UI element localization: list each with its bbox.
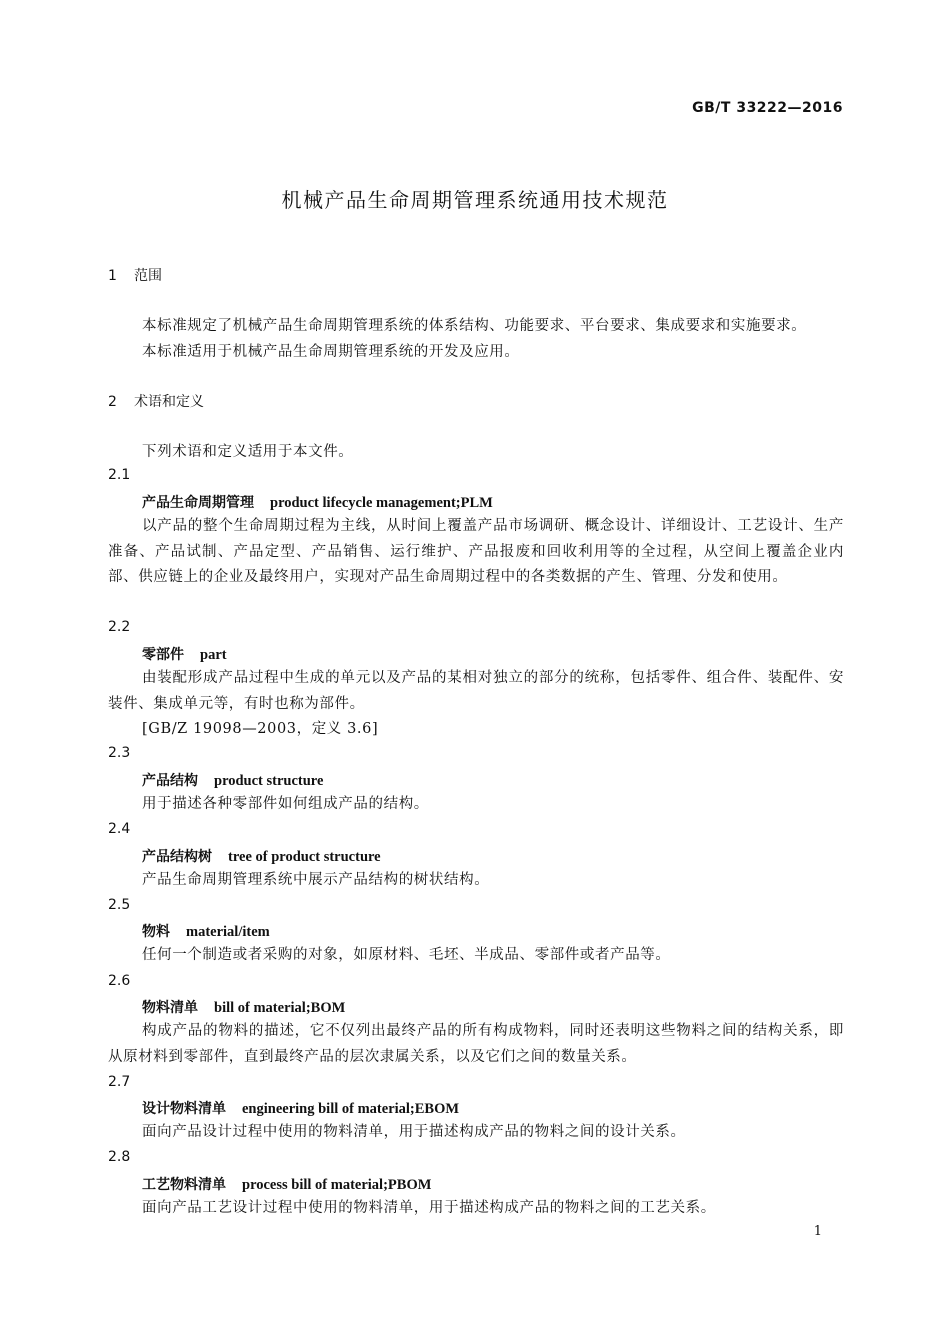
section-title: 范围 [134, 268, 162, 284]
term-number: 2.4 [108, 821, 131, 837]
section-2-heading [108, 391, 204, 411]
term-heading [142, 997, 345, 1017]
term-chinese: 零部件 [142, 647, 184, 663]
term-english: material/item [186, 924, 270, 940]
term-english: part [200, 647, 227, 663]
term-heading [142, 492, 493, 512]
term-chinese: 产品结构树 [142, 849, 212, 865]
section-1-body [108, 314, 844, 365]
definition-text: 任何一个制造或者采购的对象，如原材料、毛坯、半成品、零部件或者产品等。 [142, 947, 671, 963]
definition-source: [GB/Z 19098—2003，定义 3.6] [142, 721, 379, 737]
paragraph: 本标准适用于机械产品生命周期管理系统的开发及应用。 [142, 343, 520, 360]
term-chinese: 工艺物料清单 [142, 1177, 226, 1193]
standard-code: GB/T 33222—2016 [692, 100, 843, 116]
term-heading [142, 921, 270, 941]
section-title: 术语和定义 [134, 394, 204, 410]
term-definition [108, 1120, 844, 1146]
paragraph: 本标准规定了机械产品生命周期管理系统的体系结构、功能要求、平台要求、集成要求和实施要求。 [142, 318, 807, 334]
term-definition [108, 1019, 844, 1070]
definition-text: 以产品的整个生命周期过程为主线，从时间上覆盖产品市场调研、概念设计、详细设计、工艺设计、生产准备、产品试制、产品定型、产品销售、运行维护、产品报废和回收利用等的全过程，从空间上覆盖企业内部、供应链上的企业及最终用户，实现对产品生命周期过程中的各类数据的产生、管理、分发和使用。 [108, 518, 844, 585]
term-english: process bill of material;PBOM [242, 1177, 432, 1193]
section-number: 1 [108, 268, 117, 284]
term-english: product structure [214, 773, 324, 789]
term-definition [108, 943, 844, 969]
term-number: 2.6 [108, 973, 131, 989]
definition-text: 构成产品的物料的描述，它不仅列出最终产品的所有构成物料，同时还表明这些物料之间的结构关系，即从原材料到零部件，直到最终产品的层次隶属关系，以及它们之间的数量关系。 [108, 1023, 844, 1065]
term-heading [142, 846, 381, 866]
term-number: 2.8 [108, 1149, 131, 1165]
term-chinese: 产品生命周期管理 [142, 495, 254, 511]
definition-text: 面向产品工艺设计过程中使用的物料清单，用于描述构成产品的物料之间的工艺关系。 [142, 1200, 716, 1216]
term-number: 2.1 [108, 467, 131, 483]
term-english: product lifecycle management;PLM [270, 495, 493, 511]
term-heading [142, 770, 323, 790]
term-chinese: 物料清单 [142, 1000, 198, 1016]
definition-text: 由装配形成产品过程中生成的单元以及产品的某相对独立的部分的统称，包括零件、组合件、装配件、安装件、集成单元等，有时也称为部件。 [108, 670, 844, 712]
section-number: 2 [108, 394, 117, 410]
term-definition [108, 666, 844, 743]
term-definition [108, 868, 844, 894]
term-number: 2.3 [108, 745, 131, 761]
term-english: engineering bill of material;EBOM [242, 1101, 460, 1117]
term-chinese: 设计物料清单 [142, 1101, 226, 1117]
section-2-intro [108, 440, 844, 466]
term-english: tree of product structure [228, 849, 381, 865]
term-chinese: 物料 [142, 924, 170, 940]
term-number: 2.2 [108, 619, 131, 635]
definition-text: 面向产品设计过程中使用的物料清单，用于描述构成产品的物料之间的设计关系。 [142, 1124, 686, 1140]
definition-text: 用于描述各种零部件如何组成产品的结构。 [142, 796, 429, 812]
term-definition [108, 792, 844, 818]
term-heading [142, 644, 227, 664]
term-english: bill of material;BOM [214, 1000, 346, 1016]
term-chinese: 产品结构 [142, 773, 198, 789]
definition-text: 产品生命周期管理系统中展示产品结构的树状结构。 [142, 872, 490, 888]
document-title: 机械产品生命周期管理系统通用技术规范 [281, 188, 669, 212]
term-number: 2.5 [108, 897, 131, 913]
term-definition [108, 514, 844, 591]
paragraph: 下列术语和定义适用于本文件。 [142, 444, 354, 460]
page-number: 1 [813, 1224, 822, 1239]
term-definition [108, 1196, 844, 1222]
term-heading [142, 1098, 459, 1118]
term-number: 2.7 [108, 1074, 131, 1090]
section-1-heading [108, 265, 162, 285]
term-heading [142, 1174, 431, 1194]
